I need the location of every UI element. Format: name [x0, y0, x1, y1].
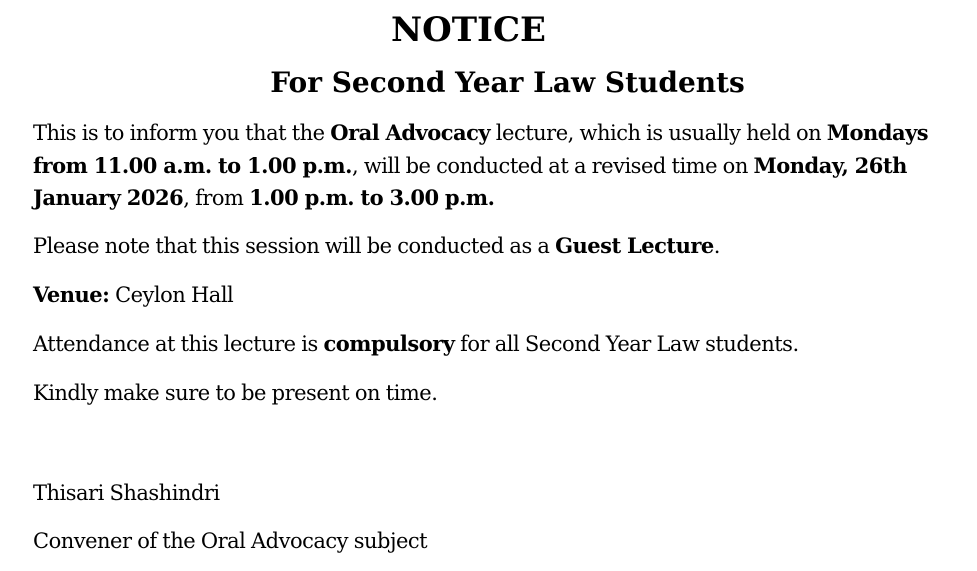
lecture-name: Oral Advocacy	[330, 120, 491, 145]
p2-text-1: Please note that this session will be conducted as a	[33, 234, 556, 258]
p4-text-1: Attendance at this lecture is	[33, 332, 324, 356]
guest-lecture-label: Guest Lecture	[555, 233, 714, 258]
p1-text-3: , will be conducted at a revised time on	[351, 153, 754, 178]
p1-text-4: , from	[183, 186, 250, 210]
venue-label: Venue:	[33, 282, 110, 307]
attendance-paragraph	[33, 328, 971, 361]
p1-text-2: lecture, which is usually held on	[490, 121, 827, 145]
notice-title: NOTICE	[391, 10, 546, 50]
signatory-name: Thisari Shashindri	[33, 481, 220, 505]
p2-text-2: .	[713, 234, 720, 258]
venue-paragraph	[33, 279, 971, 312]
signatory-role: Convener of the Oral Advocacy subject	[33, 529, 428, 553]
compulsory-label: compulsory	[323, 331, 455, 356]
revised-time: 1.00 p.m. to 3.00 p.m.	[249, 185, 495, 210]
notice-subtitle: For Second Year Law Students	[270, 66, 745, 99]
usual-schedule: Mondays from 11.00 a.m. to 1.00 p.m.	[33, 120, 929, 178]
venue-value: Ceylon Hall	[109, 283, 234, 307]
punctuality-paragraph	[33, 377, 971, 410]
lecture-time-change-paragraph	[33, 117, 971, 215]
revised-date: Monday, 26th January 2026	[33, 152, 907, 210]
guest-lecture-paragraph	[33, 230, 971, 263]
p1-text-1: This is to inform you that the	[33, 121, 331, 145]
p4-text-2: for all Second Year Law students.	[454, 332, 799, 356]
p5-text-1: Kindly make sure to be present on time.	[33, 381, 438, 405]
